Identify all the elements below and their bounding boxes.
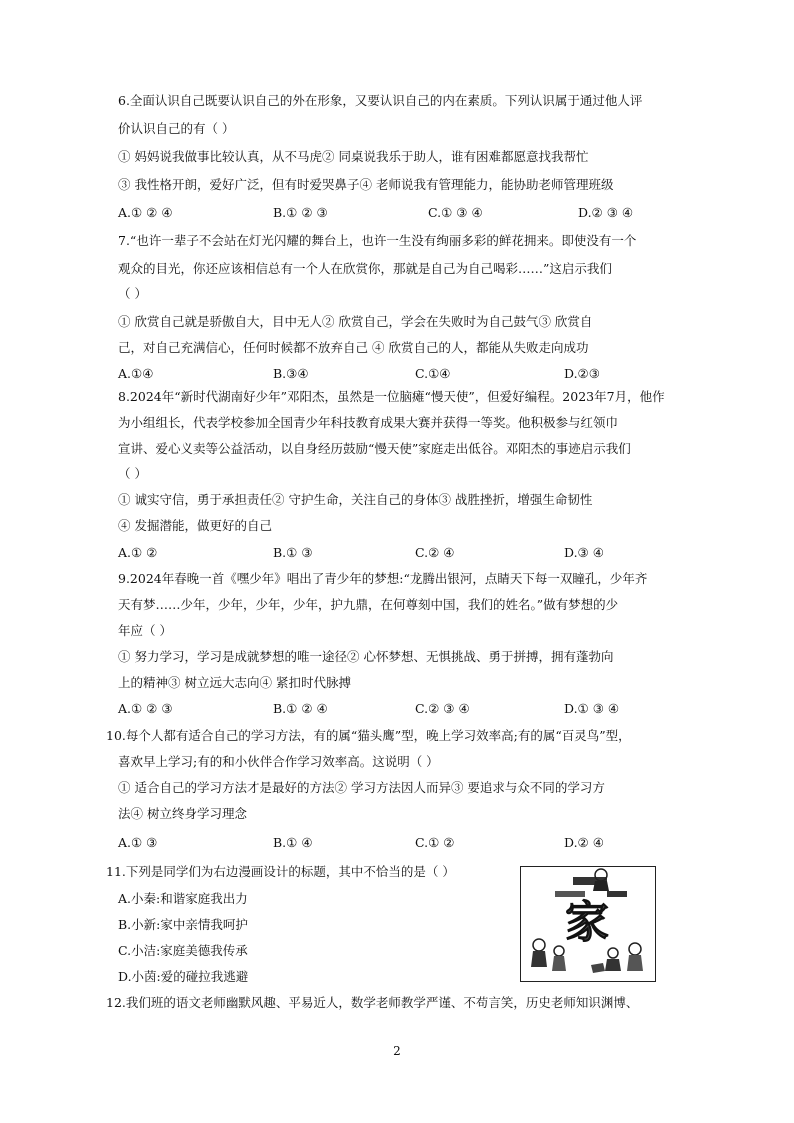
option-b[interactable]: B.③④ (273, 366, 309, 381)
option-c[interactable]: C.② ④ (415, 545, 455, 560)
question-text-line: 11.下列是同学们为右边漫画设计的标题，其中不恰当的是（ ） (106, 864, 455, 879)
statement-line: ④ 发掘潜能，做更好的自己 (118, 518, 272, 533)
question-text-line: 为小组组长，代表学校参加全国青少年科技教育成果大赛并获得一等奖。他积极参与红领巾 (118, 415, 619, 430)
question-text-line: 价认识自己的有（ ） (118, 121, 235, 136)
option-c[interactable]: C.小洁:家庭美德我传承 (118, 943, 248, 958)
statement-line: ① 努力学习，学习是成就梦想的唯一途径② 心怀梦想、无惧挑战、勇于拼搏，拥有蓬勃向 (118, 649, 614, 664)
statement-line: ① 适合自己的学习方法才是最好的方法② 学习方法因人而异③ 要追求与众不同的学习方 (118, 780, 605, 795)
option-d[interactable]: D.小茵:爱的碰拉我逃避 (118, 969, 249, 984)
question-text-line: 宣讲、爱心义卖等公益活动，以自身经历鼓励“慢天使”家庭走出低谷。邓阳杰的事迹启示我们 (118, 441, 631, 456)
option-d[interactable]: D.②③ (564, 366, 600, 381)
option-a[interactable]: A.① ② ③ (118, 701, 173, 716)
option-c[interactable]: C.② ③ ④ (415, 701, 470, 716)
statement-line: ③ 我性格开朗，爱好广泛，但有时爱哭鼻子④ 老师说我有管理能力，能协助老师管理班级 (118, 177, 614, 192)
page-number: 2 (393, 1044, 401, 1058)
question-text-line: 天有梦……少年，少年，少年，少年，护九鼎，在何尊刻中国，我们的姓名。”做有梦想的少 (118, 597, 619, 612)
question-text-line: 喜欢早上学习;有的和小伙伴合作学习效率高。这说明（ ） (118, 754, 439, 769)
statement-line: 上的精神③ 树立远大志向④ 紧扣时代脉搏 (118, 675, 351, 690)
question-text-line: 10.每个人都有适合自己的学习方法，有的属“猫头鹰”型，晚上学习效率高;有的属“百灵鸟”型， (106, 728, 631, 743)
option-c[interactable]: C.① ③ ④ (428, 205, 483, 220)
statement-line: ① 妈妈说我做事比较认真，从不马虎② 同桌说我乐于助人，谁有困难都愿意找我帮忙 (118, 149, 589, 164)
cartoon-person-body (593, 881, 609, 891)
statement-line: 法④ 树立终身学习理念 (118, 806, 247, 821)
question-text-line: 7.“也许一辈子不会站在灯光闪耀的舞台上，也许一生没有绚丽多彩的鲜花拥来。即使没有一个 (118, 233, 637, 248)
option-a[interactable]: A.① ② (118, 545, 158, 560)
cartoon-image (520, 866, 656, 982)
option-a[interactable]: A.① ③ (118, 835, 158, 850)
cartoon-person-body (531, 951, 547, 967)
statement-line: ① 欣赏自己就是骄傲自大，目中无人② 欣赏自己，学会在失败时为自己鼓气③ 欣赏自 (118, 314, 593, 329)
cartoon-object (591, 963, 605, 973)
question-text-line: 6.全面认识自己既要认识自己的外在形象，又要认识自己的内在素质。下列认识属于通过他人评 (118, 93, 643, 108)
option-d[interactable]: D.③ ④ (564, 545, 604, 560)
option-b[interactable]: B.小新:家中亲情我呵护 (118, 917, 248, 932)
cartoon-person-head (554, 946, 564, 956)
option-a[interactable]: A.① ② ④ (118, 205, 173, 220)
option-b[interactable]: B.① ④ (273, 835, 313, 850)
option-d[interactable]: D.① ③ ④ (564, 701, 620, 716)
answer-bracket: （ ） (118, 286, 147, 301)
cartoon-person-head (608, 948, 618, 958)
statement-line: 己，对自己充满信心，任何时候都不放弃自己 ④ 欣赏自己的人，都能从失败走向成功 (118, 340, 589, 355)
option-b[interactable]: B.① ③ (273, 545, 313, 560)
question-text-line: 观众的目光，你还应该相信总有一个人在欣赏你，那就是自己为自己喝彩……”这启示我们 (118, 261, 612, 276)
cartoon-shelf (607, 891, 627, 897)
option-c[interactable]: C.①④ (415, 366, 451, 381)
cartoon-person-head (629, 943, 641, 955)
option-d[interactable]: D.② ④ (564, 835, 604, 850)
cartoon-drawing (521, 867, 654, 980)
option-a[interactable]: A.小秦:和谐家庭我出力 (118, 891, 248, 906)
statement-line: ① 诚实守信，勇于承担责任② 守护生命，关注自己的身体③ 战胜挫折，增强生命韧性 (118, 492, 593, 507)
cartoon-person-body (605, 959, 621, 971)
option-b[interactable]: B.① ② ③ (273, 205, 328, 220)
option-a[interactable]: A.①④ (118, 366, 154, 381)
option-b[interactable]: B.① ② ④ (273, 701, 328, 716)
option-c[interactable]: C.① ② (415, 835, 455, 850)
cartoon-person-head (533, 939, 545, 951)
answer-bracket: （ ） (118, 466, 147, 481)
question-text-line: 9.2024年春晚一首《嘿少年》唱出了青少年的梦想:“龙腾出银河，点睛天下每一双瞳孔，少年齐 (118, 571, 648, 586)
cartoon-character: 家 (565, 897, 609, 948)
cartoon-person-body (627, 955, 643, 971)
cartoon-person-body (552, 956, 566, 971)
question-text-line: 12.我们班的语文老师幽默风趣、平易近人，数学老师教学严谨、不苟言笑，历史老师知识渊博、 (106, 995, 639, 1010)
option-d[interactable]: D.② ③ ④ (578, 205, 634, 220)
question-text-line: 8.2024年“新时代湖南好少年”邓阳杰，虽然是一位脑瘫“慢天使”，但爱好编程。2023年7月，他作 (118, 389, 665, 404)
question-text-line: 年应（ ） (118, 623, 172, 638)
